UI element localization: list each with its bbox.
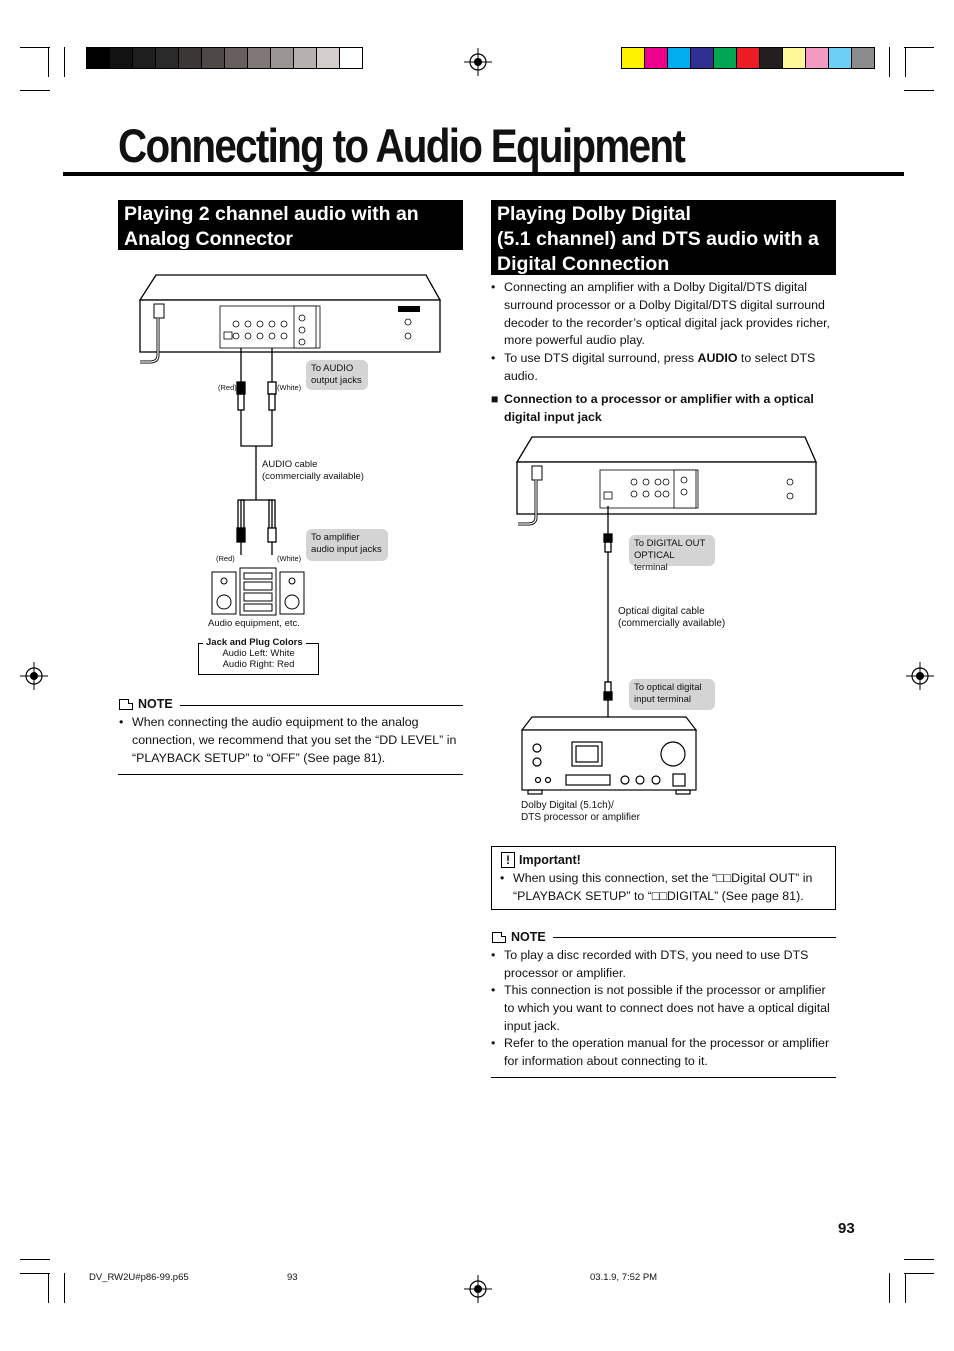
gray-swatch bbox=[225, 48, 248, 68]
crop-mark bbox=[20, 90, 50, 91]
note-label: NOTE bbox=[138, 697, 173, 711]
callout-line: OPTICAL terminal bbox=[634, 550, 675, 573]
crop-mark bbox=[904, 47, 934, 48]
important-label: Important! bbox=[519, 853, 581, 867]
jack-plug-colors-title: Jack and Plug Colors bbox=[203, 637, 306, 648]
important-heading bbox=[501, 852, 581, 868]
gray-swatch bbox=[110, 48, 133, 68]
note-icon bbox=[119, 699, 133, 710]
callout-line: To optical digital bbox=[634, 682, 702, 693]
callout-line: audio input jacks bbox=[311, 544, 382, 555]
gray-swatch bbox=[179, 48, 202, 68]
audio-button-name: AUDIO bbox=[697, 351, 738, 365]
bullet-text: Connecting an amplifier with a Dolby Digital/DTS digital surround processor or a Dolby Digital/DTS digital surround decoder to the recorder’s optical digital jack provides richer, more powerful audio play. bbox=[504, 280, 830, 348]
gray-swatch bbox=[317, 48, 340, 68]
crop-mark bbox=[889, 47, 890, 77]
crop-mark bbox=[20, 47, 50, 48]
analog-connection-diagram bbox=[136, 270, 446, 640]
bullet-text: To use DTS digital surround, press bbox=[504, 351, 698, 365]
callout-line: To amplifier bbox=[311, 532, 360, 543]
cable-label-line: AUDIO cable bbox=[262, 459, 318, 470]
footer-timestamp: 03.1.9, 7:52 PM bbox=[590, 1272, 658, 1283]
note-text: This connection is not possible if the processor or amplifier to which you want to connect does not have a optical digital input jack. bbox=[504, 983, 830, 1033]
color-swatch bbox=[806, 48, 829, 68]
right-note-item: • To play a disc recorded with DTS, you need to use DTS processor or amplifier. bbox=[491, 947, 836, 983]
crop-mark bbox=[889, 1273, 890, 1303]
page-number: 93 bbox=[838, 1220, 855, 1237]
callout-digital-out-terminal bbox=[629, 535, 715, 573]
heading-line: Playing 2 channel audio with an bbox=[124, 203, 419, 225]
note-icon bbox=[492, 932, 506, 943]
crop-mark bbox=[48, 47, 49, 77]
registration-target-icon bbox=[464, 1275, 492, 1303]
crop-mark bbox=[905, 47, 906, 77]
recorder-rear-panel-illustration bbox=[517, 437, 816, 524]
footer-page: 93 bbox=[287, 1272, 298, 1283]
registration-target-icon bbox=[20, 662, 48, 690]
crop-mark bbox=[904, 1273, 934, 1274]
gray-swatch bbox=[271, 48, 294, 68]
cable-label-line: (commercially available) bbox=[262, 471, 364, 482]
callout-line: To AUDIO bbox=[311, 363, 354, 374]
jack-plug-colors-box bbox=[198, 637, 319, 675]
gray-swatch bbox=[294, 48, 317, 68]
gray-swatch bbox=[248, 48, 271, 68]
color-swatch bbox=[829, 48, 852, 68]
subheading-text: Connection to a processor or amplifier with a optical digital input jack bbox=[504, 392, 814, 424]
processor-amplifier-illustration bbox=[522, 717, 696, 794]
right-note-item: • Refer to the operation manual for the processor or amplifier for information about connecting to it. bbox=[491, 1035, 836, 1071]
color-swatch bbox=[852, 48, 874, 68]
color-swatch bbox=[691, 48, 714, 68]
callout-audio-output-jacks bbox=[306, 360, 368, 390]
callout-optical-input-terminal bbox=[629, 679, 715, 710]
heading-line: Digital Connection bbox=[497, 253, 670, 275]
square-bullet-icon: ■ bbox=[491, 392, 499, 406]
note-text: When connecting the audio equipment to the analog connection, we recommend that you set the “DD LEVEL” in “PLAYBACK SETUP” to “OFF” (See page 81). bbox=[132, 715, 457, 765]
device-label-line: DTS processor or amplifier bbox=[521, 812, 640, 823]
right-note-item: • This connection is not possible if the processor or amplifier to which you want to connect does not have a optical digital input jack. bbox=[491, 982, 836, 1035]
grayscale-calibration-bar bbox=[86, 47, 363, 69]
page-title: Connecting to Audio Equipment bbox=[118, 119, 685, 172]
gray-swatch bbox=[133, 48, 156, 68]
left-note-heading bbox=[119, 697, 173, 711]
processor-device-label bbox=[521, 800, 640, 824]
cable-label-line: Optical digital cable bbox=[618, 606, 705, 617]
optical-cable-illustration bbox=[604, 506, 612, 724]
bullet-text: to select DTS audio. bbox=[504, 351, 816, 383]
audio-equipment-label: Audio equipment, etc. bbox=[208, 618, 300, 629]
right-bullet-item: • To use DTS digital surround, press AUDIO to select DTS audio. bbox=[491, 351, 816, 383]
footer-file: DV_RW2U#p86-99.p65 bbox=[89, 1272, 189, 1283]
title-rule bbox=[63, 172, 904, 176]
label-white-top: (White) bbox=[277, 383, 302, 392]
crop-mark bbox=[48, 1273, 49, 1303]
color-swatch bbox=[737, 48, 760, 68]
callout-line: output jacks bbox=[311, 375, 362, 386]
crop-mark bbox=[905, 1273, 906, 1303]
optical-cable-label bbox=[618, 606, 725, 630]
audio-equipment-illustration bbox=[212, 568, 304, 615]
color-swatch bbox=[714, 48, 737, 68]
callout-amplifier-input-jacks bbox=[306, 529, 388, 561]
note-text: Refer to the operation manual for the processor or amplifier for information about connecting to it. bbox=[504, 1036, 830, 1068]
note-label: NOTE bbox=[511, 930, 546, 944]
audio-cable-label bbox=[262, 459, 364, 483]
callout-line: To DIGITAL OUT bbox=[634, 538, 706, 549]
right-note-heading bbox=[492, 930, 546, 944]
audio-cable-illustration bbox=[237, 348, 276, 555]
important-text: When using this connection, set the “□□Digital OUT” in “PLAYBACK SETUP” to “□□DIGITAL” (See page 81). bbox=[513, 871, 813, 903]
color-swatch bbox=[783, 48, 806, 68]
right-bullet-item: • Connecting an amplifier with a Dolby Digital/DTS digital surround processor or a Dolby Digital/DTS digital surround decoder to the recorder’s optical digital jack provides richer, more powerful audio play. bbox=[491, 279, 836, 350]
label-red-bottom: (Red) bbox=[216, 554, 235, 563]
callout-line: input terminal bbox=[634, 694, 692, 705]
jack-plug-colors-line: Audio Right: Red bbox=[222, 659, 295, 670]
crop-mark bbox=[20, 1273, 50, 1274]
heading-line: (5.1 channel) and DTS audio with a bbox=[497, 228, 819, 250]
label-red-top: (Red) bbox=[218, 383, 237, 392]
registration-target-icon bbox=[464, 48, 492, 76]
left-note-item: • When connecting the audio equipment to the analog connection, we recommend that you set the “DD LEVEL” in “PLAYBACK SETUP” to “OFF” (See page 81). bbox=[119, 714, 463, 767]
note-rule bbox=[180, 705, 463, 706]
heading-line: Analog Connector bbox=[124, 228, 293, 250]
left-column-end-rule bbox=[118, 774, 463, 775]
note-text: To play a disc recorded with DTS, you need to use DTS processor or amplifier. bbox=[504, 948, 809, 980]
crop-mark bbox=[64, 47, 65, 77]
important-item: • When using this connection, set the “□□Digital OUT” in “PLAYBACK SETUP” to “□□DIGITAL” (See page 81). bbox=[500, 870, 828, 906]
color-swatch bbox=[760, 48, 783, 68]
right-section-heading bbox=[491, 200, 836, 275]
right-column-end-rule bbox=[491, 1077, 836, 1078]
crop-mark bbox=[20, 1259, 50, 1260]
registration-target-icon bbox=[906, 662, 934, 690]
gray-swatch bbox=[156, 48, 179, 68]
gray-swatch bbox=[202, 48, 225, 68]
recorder-rear-panel-illustration bbox=[140, 275, 440, 362]
connection-subheading bbox=[491, 391, 836, 427]
warning-icon: ! bbox=[501, 852, 515, 868]
note-rule bbox=[553, 937, 836, 938]
gray-swatch bbox=[87, 48, 110, 68]
left-section-heading bbox=[118, 200, 463, 250]
color-calibration-bar bbox=[621, 47, 875, 69]
color-swatch bbox=[668, 48, 691, 68]
crop-mark bbox=[904, 90, 934, 91]
label-white-bottom: (White) bbox=[277, 554, 302, 563]
gray-swatch bbox=[340, 48, 362, 68]
color-swatch bbox=[645, 48, 668, 68]
important-box bbox=[491, 846, 836, 910]
crop-mark bbox=[64, 1273, 65, 1303]
heading-line: Playing Dolby Digital bbox=[497, 203, 691, 225]
jack-plug-colors-line: Audio Left: White bbox=[222, 648, 295, 659]
device-label-line: Dolby Digital (5.1ch)/ bbox=[521, 800, 614, 811]
color-swatch bbox=[622, 48, 645, 68]
crop-mark bbox=[904, 1259, 934, 1260]
cable-label-line: (commercially available) bbox=[618, 618, 726, 629]
